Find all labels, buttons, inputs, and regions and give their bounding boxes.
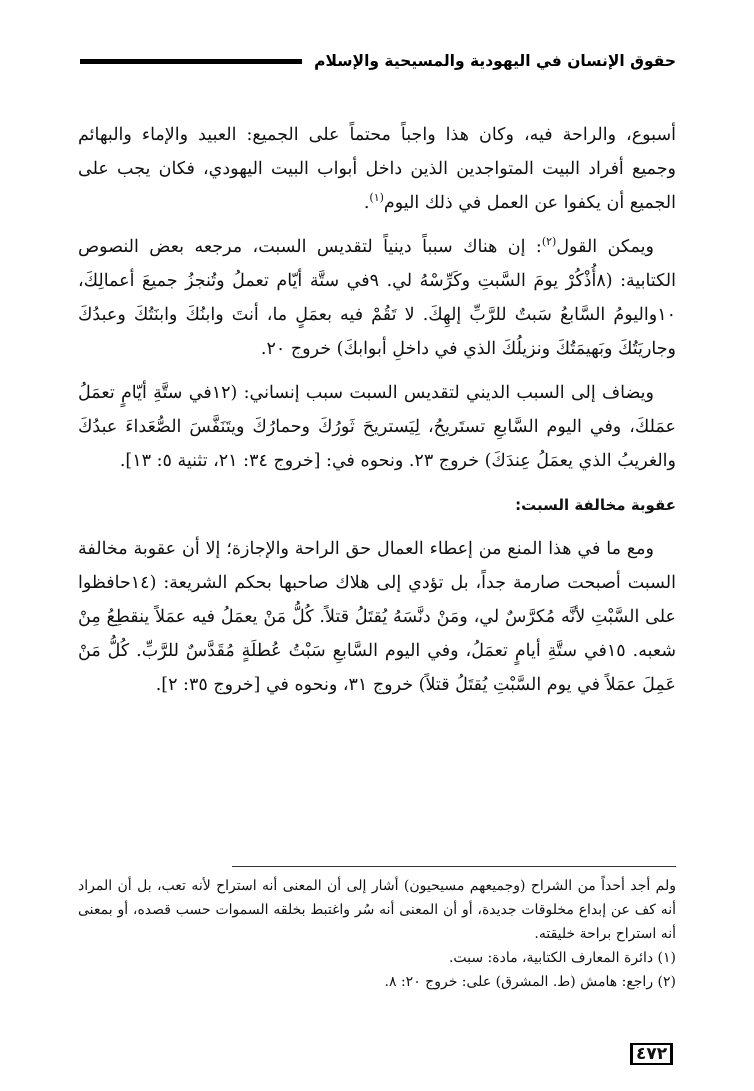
page-number-bar-right	[670, 1043, 673, 1065]
paragraph-1-end: .	[363, 193, 370, 213]
footnotes	[78, 874, 676, 994]
running-header	[80, 48, 676, 74]
footnote-ref-2: (٢)	[541, 235, 557, 249]
section-heading: عقوبة مخالفة السبت:	[515, 496, 676, 514]
footnote-continuation: ولم أجد أحداً من الشراح (وجميعهم مسيحيون) أشار إلى أن المعنى أنه استراح لأنه تعب، بل أن المراد أنه كف عن إبداع مخلوقات جديدة، أو أن المعنى أنه سُر واغتبط بخلقه السموات حسب قصده، أو بمعنى أنه استراح براحة خليقته.	[78, 878, 676, 942]
page-number	[630, 1043, 673, 1065]
footnote-ref-1: (١)	[369, 191, 384, 205]
header-title: حقوق الإنسان في اليهودية والمسيحية والإسلام	[314, 52, 676, 70]
footnote-1: (١) دائرة المعارف الكتابية، مادة: سبت.	[448, 950, 676, 966]
paragraph-3: ويضاف إلى السبب الديني لتقديس السبت سبب إنساني: (١٢في ستَّةِ أيّامٍ تعمَلُ عمَلكَ، وفي اليوم السَّابعِ تستَريحُ، لِيَستريحَ ثَورُكَ وحمارُكَ ويتَنَفَّسَ الصُّعَداءَ عبدُكَ والغريبُ الذي يعمَلُ عِندَكَ) خروج ٢٣. ونحوه في: [خروج ٣٤: ٢١، تثنية ٥: ١٣].	[78, 383, 676, 471]
paragraph-1	[78, 118, 676, 220]
paragraph-2-start: ويمكن القول	[556, 237, 654, 257]
footnote-2: (٢) راجع: هامش (ط. المشرق) على: خروج ٢٠: ٨.	[384, 974, 676, 990]
main-text	[78, 118, 676, 712]
paragraph-2	[78, 230, 676, 366]
header-rule	[80, 59, 302, 64]
paragraph-1-text: أسبوع، والراحة فيه، وكان هذا واجباً محتماً على الجميع: العبيد والإماء والبهائم وجميع أفراد البيت المتواجدين الذين داخل أبواب البيت اليهودي، فكان يجب على الجميع أن يكفوا عن العمل في ذلك اليوم	[78, 125, 676, 213]
paragraph-2-rest: : إن هناك سبباً دينياً لتقديس السبت، مرجعه بعض النصوص الكتابية: (٨أُذْكُرْ يومَ السَّبتِ وكَرِّسْهُ لي. ٩في ستَّة أيّام تعملُ وتُنجزُ جميعَ أعمالِكَ، ١٠واليومُ السَّابعُ سَبتٌ للرَّبِّ إلهِكَ. لا تَقُمْ فيه بعمَلٍ ما، أنتَ وابنُكَ وابنَتُكَ وعبدُكَ وجاريَتُكَ وبَهيمَتُكَ ونزيلُكَ الذي في داخلِ أبوابكَ) خروج ٢٠.	[78, 237, 676, 359]
paragraph-4: ومع ما في هذا المنع من إعطاء العمال حق الراحة والإجازة؛ إلا أن عقوبة مخالفة السبت أصبحت صارمة جداً، بل تؤدي إلى هلاك صاحبها بحكم الشريعة: (١٤حافظوا على السَّبْتِ لأنَّه مُكرَّسٌ لي، ومَنْ دنَّسَهُ يُقتَلُ قتلاً. كُلُّ مَنْ يعمَلُ فيه عمَلاً ينقطِعُ مِنْ شعبه. ١٥في ستَّةِ أيامٍ تعمَلُ، وفي اليوم السَّابعِ سَبْتُ عُطلَةٍ مُقَدَّسٌ للرَّبِّ. كُلُّ مَنْ عَمِلَ عمَلاً في يوم السَّبْتِ يُقتَلُ قتلاً) خروج ٣١، ونحوه في [خروج ٣٥: ٢].	[78, 539, 676, 695]
footnote-divider	[232, 866, 676, 867]
page-number-value: ٤٧٢	[633, 1043, 670, 1065]
